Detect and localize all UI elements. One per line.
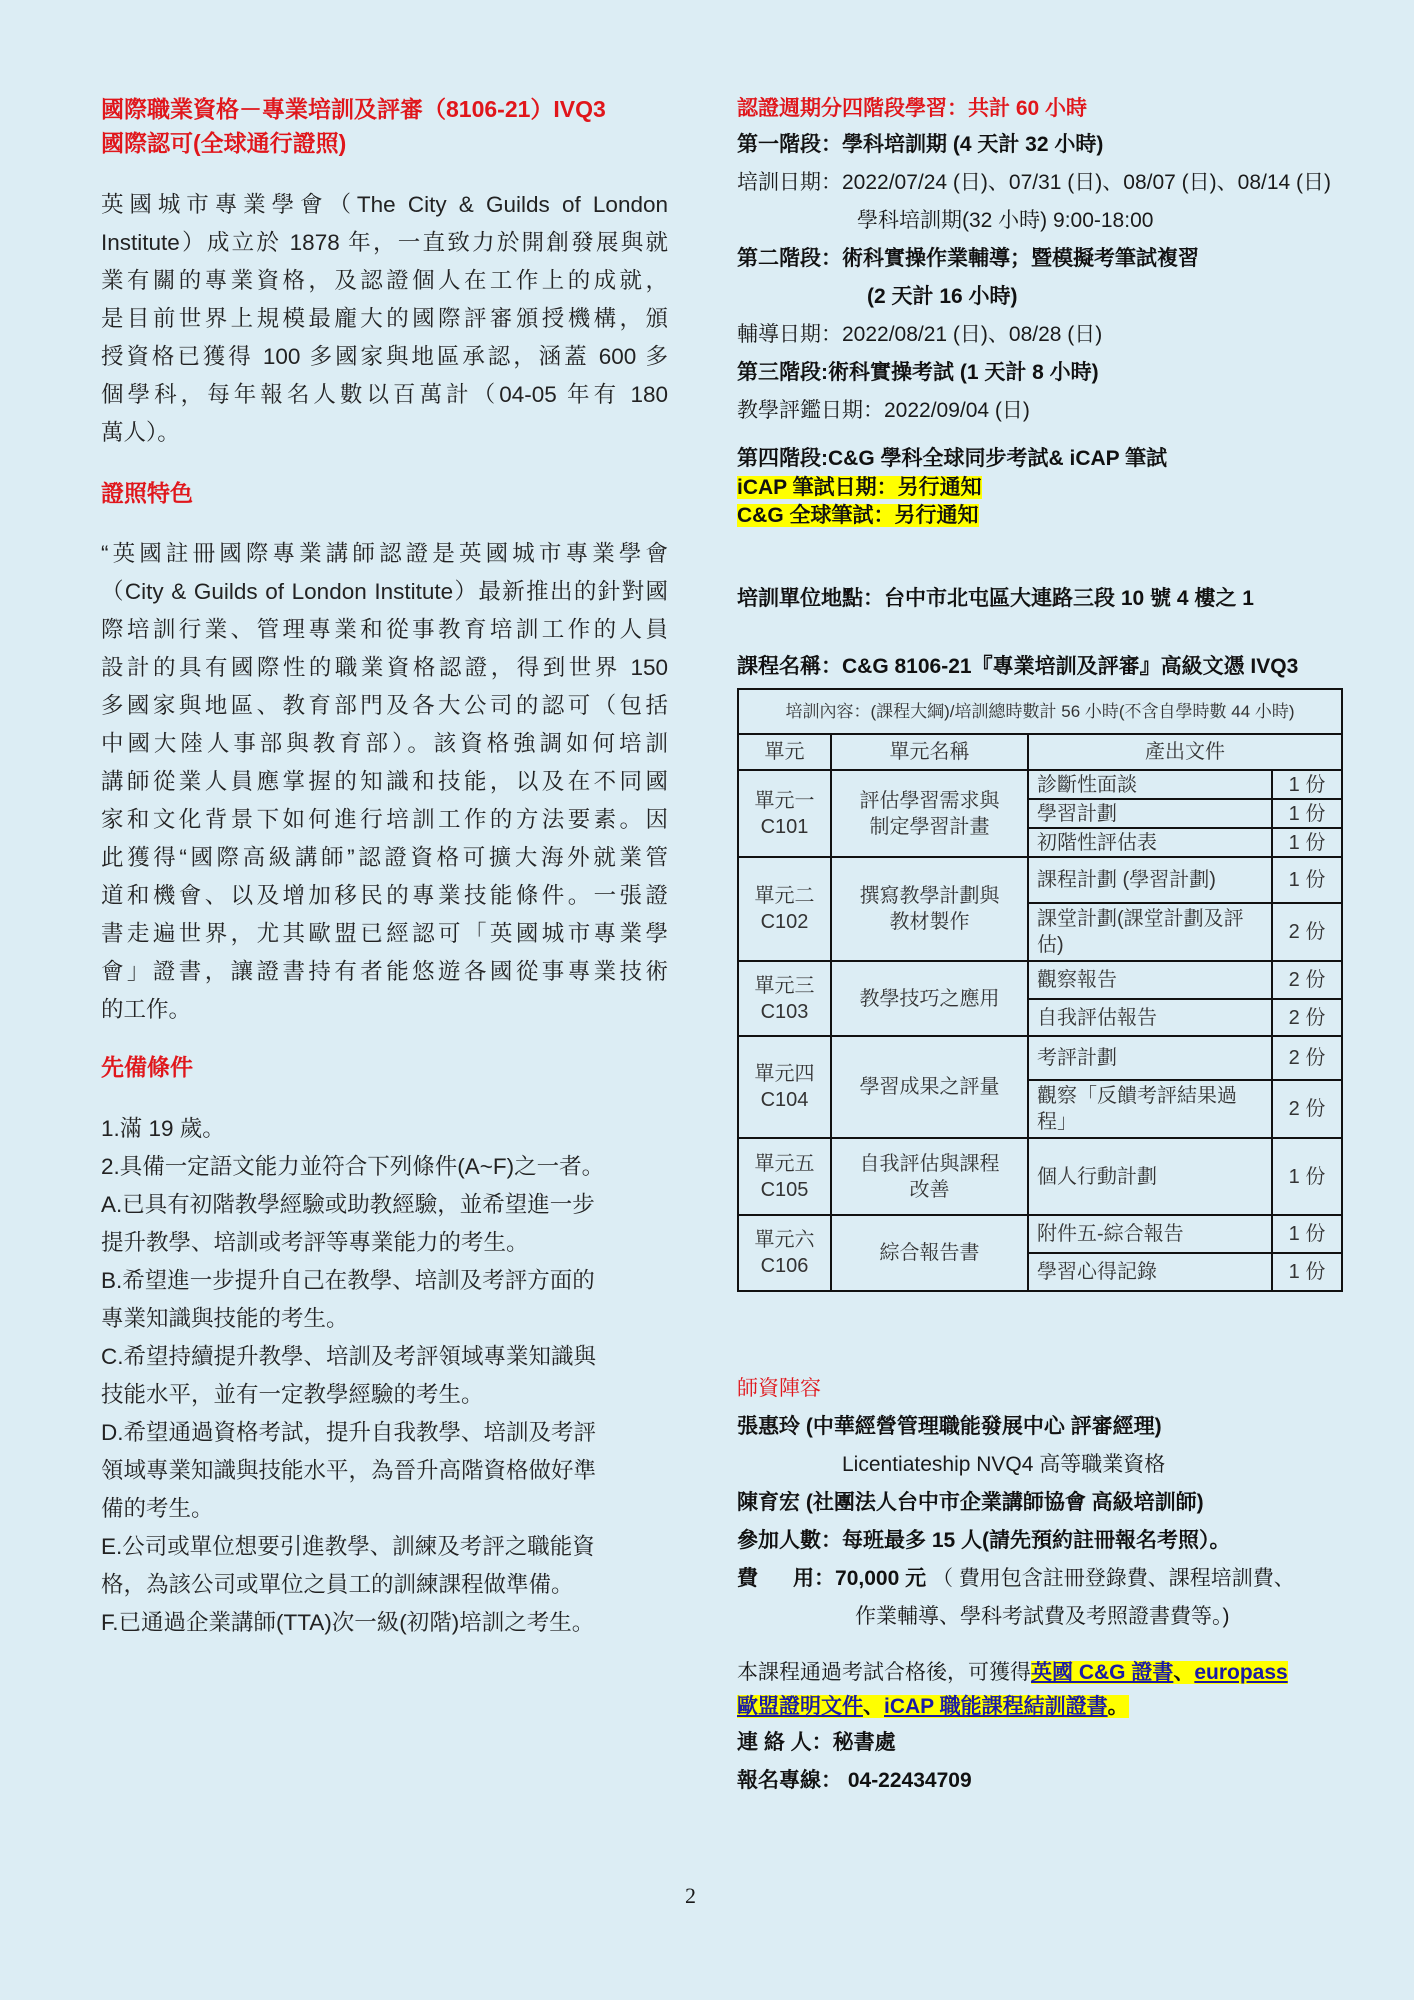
document-quantity: 2 份 xyxy=(1272,999,1342,1036)
unit-name: 撰寫教學計劃與教材製作 xyxy=(831,857,1028,961)
document-quantity: 1 份 xyxy=(1272,1215,1342,1253)
text-line: 書走遍世界，尤其歐盟已經認可「英國城市專業學 xyxy=(101,921,668,946)
text-line: 多國家與地區、教育部門及各大公司的認可（包括 xyxy=(101,693,668,718)
document-name: 自我評估報告 xyxy=(1028,999,1272,1036)
text-line: 個學科，每年報名人數以百萬計（04-05 年有 180 xyxy=(101,382,668,407)
certificate-intro: 本課程通過考試合格後，可獲得 xyxy=(737,1661,1031,1684)
document-quantity: 2 份 xyxy=(1272,1080,1342,1138)
text-line: 格，為該公司或單位之員工的訓練課程做準備。 xyxy=(101,1572,574,1597)
stage3-dates: 教學評鑑日期：2022/09/04 (日) xyxy=(737,399,1030,422)
icap-date: iCAP 筆試日期：另行通知 xyxy=(737,476,982,499)
text-line: D.希望通過資格考試，提升自我教學、培訓及考評 xyxy=(101,1420,597,1445)
faculty-heading: 師資陣容 xyxy=(737,1377,821,1400)
text-line: 是目前世界上規模最龐大的國際評審頒授機構，頒 xyxy=(101,306,668,331)
table-row xyxy=(738,1036,1342,1080)
document-name: 學習計劃 xyxy=(1028,799,1272,828)
table-row xyxy=(738,857,1342,903)
course-title xyxy=(101,92,681,160)
document-name: 課程計劃 (學習計劃) xyxy=(1028,857,1272,903)
document-name: 學習心得記錄 xyxy=(1028,1253,1272,1291)
stage2-hours: (2 天計 16 小時) xyxy=(867,285,1018,308)
cg-certificate-link[interactable]: 英國 C&G 證書 xyxy=(1031,1661,1174,1684)
table-caption-row xyxy=(738,689,1342,734)
document-name: 觀察「反饋考評結果過程」 xyxy=(1028,1080,1272,1138)
unit-name: 綜合報告書 xyxy=(831,1215,1028,1291)
fee-amount: 70,000 元 xyxy=(835,1567,927,1590)
page-number: 2 xyxy=(685,1883,696,1908)
text-line: A.已具有初階教學經驗或助教經驗，並希望進一步 xyxy=(101,1192,595,1217)
document-quantity: 1 份 xyxy=(1272,1138,1342,1215)
document-name: 課堂計劃(課堂計劃及評估) xyxy=(1028,903,1272,961)
text-line: 會」證書，讓證書持有者能悠遊各國從事專業技術 xyxy=(101,959,668,984)
teacher-1-qualification: Licentiateship NVQ4 高等職業資格 xyxy=(842,1453,1166,1476)
certificate-line-2 xyxy=(737,1690,1367,1724)
stage3-title: 第三階段:術科實操考試 (1 天計 8 小時) xyxy=(737,361,1099,384)
unit-cell xyxy=(738,770,831,857)
table-row xyxy=(738,1215,1342,1253)
text-line: 技能水平，並有一定教學經驗的考生。 xyxy=(101,1382,484,1407)
unit-name: 教學技巧之應用 xyxy=(831,961,1028,1036)
text-line: 專業知識與技能的考生。 xyxy=(101,1306,349,1331)
course-table xyxy=(737,688,1343,1292)
stage1-time: 學科培訓期(32 小時) 9:00-18:00 xyxy=(857,209,1154,232)
unit-name: 自我評估與課程改善 xyxy=(831,1138,1028,1215)
document-quantity: 1 份 xyxy=(1272,1253,1342,1291)
column-header: 單元 xyxy=(738,734,831,770)
training-location: 培訓單位地點：台中市北屯區大連路三段 10 號 4 樓之 1 xyxy=(737,587,1254,610)
stage2-title: 第二階段：術科實操作業輔導；暨模擬考筆試複習 xyxy=(737,247,1199,270)
icap-certificate-link[interactable]: iCAP 職能課程結訓證書 xyxy=(884,1695,1108,1718)
separator: 、 xyxy=(1173,1661,1195,1684)
course-name: 課程名稱：C&G 8106-21『專業培訓及評審』高級文憑 IVQ3 xyxy=(737,655,1299,678)
document-quantity: 1 份 xyxy=(1272,828,1342,857)
text-line: F.已通過企業講師(TTA)次一級(初階)培訓之考生。 xyxy=(101,1610,595,1635)
text-line: 領域專業知識與技能水平，為晉升高階資格做好準 xyxy=(101,1458,597,1483)
document-quantity: 2 份 xyxy=(1272,961,1342,999)
unit-code: C104 xyxy=(760,1089,809,1111)
unit-name: 評估學習需求與制定學習計畫 xyxy=(831,770,1028,857)
text-line: 此獲得“國際高級講師”認證資格可擴大海外就業管 xyxy=(101,845,668,870)
document-quantity: 1 份 xyxy=(1272,799,1342,828)
unit-number: 單元一 xyxy=(754,789,815,812)
text-line: Institute）成立於 1878 年，一直致力於開創發展與就 xyxy=(101,230,668,255)
contact-person: 連 絡 人：秘書處 xyxy=(737,1731,896,1754)
unit-name: 學習成果之評量 xyxy=(831,1036,1028,1138)
unit-number: 單元二 xyxy=(754,885,815,907)
document-name: 觀察報告 xyxy=(1028,961,1272,999)
unit-number: 單元三 xyxy=(754,974,815,997)
unit-cell xyxy=(738,1215,831,1291)
table-caption: 培訓內容：(課程大綱)/培訓總時數計 56 小時(不含自學時數 44 小時) xyxy=(738,689,1342,734)
text-line: 講師從業人員應掌握的知識和技能，以及在不同國 xyxy=(101,769,668,794)
unit-code: C105 xyxy=(760,1178,809,1201)
certificate-line-1 xyxy=(737,1656,1367,1690)
text-line: C.希望持續提升教學、培訓及考評領域專業知識與 xyxy=(101,1344,597,1369)
fee-note-2: 作業輔導、學科考試費及考照證書費等。) xyxy=(855,1605,1230,1628)
document-quantity: 2 份 xyxy=(1272,903,1342,961)
text-line: 業有關的專業資格，及認證個人在工作上的成就， xyxy=(101,268,668,293)
text-line: 1.滿 19 歲。 xyxy=(101,1116,225,1141)
text-line: 備的考生。 xyxy=(101,1496,214,1521)
title-line: 國際認可(全球通行證照) xyxy=(101,130,347,156)
title-line: 國際職業資格－專業培訓及評審（8106-21）IVQ3 xyxy=(101,96,606,122)
text-line: 道和機會、以及增加移民的專業技能條件。一張證 xyxy=(101,883,668,908)
separator: 、 xyxy=(863,1695,884,1718)
unit-code: C106 xyxy=(760,1255,809,1277)
stage2-dates: 輔導日期：2022/08/21 (日)、08/28 (日) xyxy=(737,323,1103,346)
text-line: “英國註冊國際專業講師認證是英國城市專業學會 xyxy=(101,541,668,566)
unit-cell xyxy=(738,857,831,961)
document-name: 診斷性面談 xyxy=(1028,770,1272,799)
period: 。 xyxy=(1107,1695,1129,1718)
table-row xyxy=(738,961,1342,999)
unit-number: 單元六 xyxy=(754,1229,815,1251)
text-line: B.希望進一步提升自己在教學、培訓及考評方面的 xyxy=(101,1268,595,1293)
prereq-list xyxy=(101,1110,668,1642)
text-line: 萬人）。 xyxy=(101,420,180,445)
unit-cell xyxy=(738,961,831,1036)
text-line: 2.具備一定語文能力並符合下列條件(A~F)之一者。 xyxy=(101,1154,605,1179)
prereq-heading: 先備條件 xyxy=(101,1054,193,1080)
table-row xyxy=(738,1138,1342,1215)
stage1-title: 第一階段：學科培訓期 (4 天計 32 小時) xyxy=(737,133,1104,156)
unit-code: C103 xyxy=(760,1000,809,1023)
eu-document-link[interactable]: 歐盟證明文件 xyxy=(737,1695,863,1718)
fee-row xyxy=(737,1560,1367,1598)
document-name: 初階性評估表 xyxy=(1028,828,1272,857)
document-quantity: 1 份 xyxy=(1272,770,1342,799)
text-line: 設計的具有國際性的職業資格認證，得到世界 150 xyxy=(101,655,668,680)
document-quantity: 2 份 xyxy=(1272,1036,1342,1080)
unit-number: 單元五 xyxy=(754,1152,815,1175)
teacher-2: 陳育宏 (社團法人台中市企業講師協會 高級培訓師) xyxy=(737,1491,1204,1514)
unit-code: C101 xyxy=(760,815,809,838)
features-heading: 證照特色 xyxy=(101,480,193,506)
text-line: 的工作。 xyxy=(101,997,192,1022)
unit-cell xyxy=(738,1036,831,1138)
cg-date: C&G 全球筆試：另行通知 xyxy=(737,504,979,527)
fee-label: 費 用： xyxy=(737,1567,836,1590)
capacity: 參加人數：每班最多 15 人(請先預約註冊報名考照）。 xyxy=(737,1529,1231,1552)
column-header: 產出文件 xyxy=(1028,734,1342,770)
document-quantity: 1 份 xyxy=(1272,857,1342,903)
schedule-heading: 認證週期分四階段學習：共計 60 小時 xyxy=(737,97,1088,120)
text-line: （City & Guilds of London Institute）最新推出的針對國 xyxy=(101,579,668,604)
text-line: E.公司或單位想要引進教學、訓練及考評之職能資 xyxy=(101,1534,595,1559)
teacher-1: 張惠玲 (中華經營管理職能發展中心 評審經理) xyxy=(737,1415,1162,1438)
features-paragraph xyxy=(101,535,668,1029)
table-header-row xyxy=(738,734,1342,770)
fee-note: （ 費用包含註冊登錄費、課程培訓費、 xyxy=(931,1567,1295,1590)
text-line: 中國大陸人事部與教育部）。該資格強調如何培訓 xyxy=(101,731,668,756)
document-name: 考評計劃 xyxy=(1028,1036,1272,1080)
unit-cell xyxy=(738,1138,831,1215)
unit-code: C102 xyxy=(760,911,809,933)
text-line: 授資格已獲得 100 多國家與地區承認，涵蓋 600 多 xyxy=(101,344,668,369)
text-line: 提升教學、培訓或考評等專業能力的考生。 xyxy=(101,1230,529,1255)
document-name: 附件五-綜合報告 xyxy=(1028,1215,1272,1253)
column-header: 單元名稱 xyxy=(831,734,1028,770)
text-line: 英國城市專業學會（The City & Guilds of London xyxy=(101,192,668,217)
unit-number: 單元四 xyxy=(754,1063,815,1085)
table-row xyxy=(738,770,1342,799)
registration-hotline: 報名專線： 04-22434709 xyxy=(737,1769,972,1792)
stage1-dates: 培訓日期：2022/07/24 (日)、07/31 (日)、08/07 (日)、08/14 (日) xyxy=(737,171,1332,194)
text-line: 家和文化背景下如何進行培訓工作的方法要素。因 xyxy=(101,807,668,832)
stage4-title: 第四階段:C&G 學科全球同步考試& iCAP 筆試 xyxy=(737,447,1168,470)
europass-link[interactable]: europass xyxy=(1194,1661,1288,1684)
document-name: 個人行動計劃 xyxy=(1028,1138,1272,1215)
intro-paragraph xyxy=(101,186,668,452)
text-line: 際培訓行業、管理專業和從事教育培訓工作的人員 xyxy=(101,617,668,642)
